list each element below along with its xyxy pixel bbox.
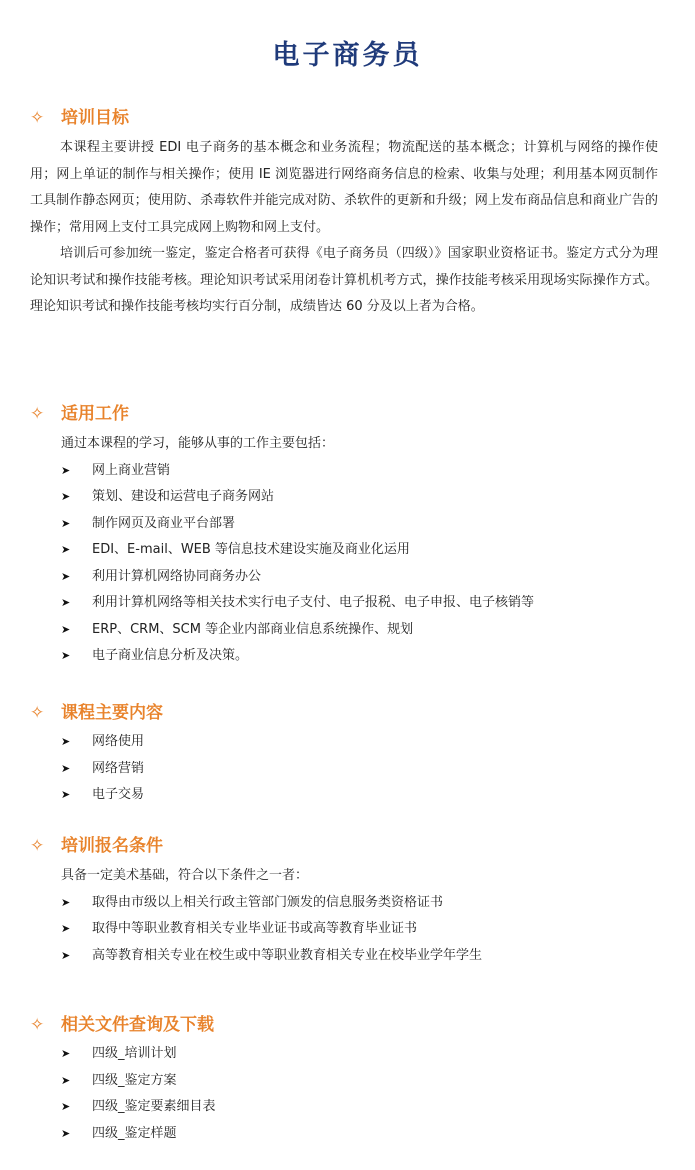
list-item: ➤ ERP、CRM、SCM 等企业内部商业信息系统操作、规划	[0, 617, 695, 644]
arrow-bullet-icon: ➤	[61, 948, 71, 962]
list-item: ➤ 网上商业营销	[0, 458, 695, 485]
download-item[interactable]	[0, 1094, 695, 1121]
arrow-bullet-icon: ➤	[61, 490, 71, 503]
arrow-bullet-icon: ➤	[61, 788, 71, 801]
arrow-bullet-icon: ➤	[61, 569, 71, 583]
arrow-bullet-icon: ➤	[61, 543, 71, 556]
arrow-bullet-icon: ➤	[61, 516, 71, 530]
list-item: ➤ 策划、建设和运营电子商务网站	[0, 484, 695, 511]
requirements-list	[0, 890, 695, 970]
section-title: 适用工作	[61, 404, 129, 424]
download-link[interactable]: 四级_鉴定样题	[92, 1125, 177, 1141]
list-item: ➤ 制作网页及商业平台部署	[0, 511, 695, 538]
list-item: ➤ 利用计算机网络协同商务办公	[0, 564, 695, 591]
download-item[interactable]	[0, 1068, 695, 1095]
section-enrollment-requirements	[0, 831, 695, 969]
section-heading	[0, 399, 695, 429]
arrow-bullet-icon: ➤	[61, 1047, 71, 1060]
downloads-list	[0, 1041, 695, 1147]
section-related-downloads	[0, 1010, 695, 1147]
download-item[interactable]	[0, 1041, 695, 1068]
arrow-bullet-icon: ➤	[61, 649, 71, 662]
arrow-bullet-icon: ➤	[61, 596, 71, 609]
section-course-content	[0, 698, 695, 809]
download-link[interactable]: 四级_鉴定方案	[92, 1072, 177, 1088]
content-list	[0, 729, 695, 809]
jobs-list	[0, 458, 695, 670]
section-applicable-jobs	[0, 399, 695, 670]
section-heading	[0, 698, 695, 728]
diamond-sparkle-icon: ✧	[30, 108, 45, 128]
list-item: ➤ 取得由市级以上相关行政主管部门颁发的信息服务类资格证书	[0, 890, 695, 917]
download-link[interactable]: 四级_鉴定要素细目表	[92, 1099, 216, 1114]
list-item: ➤ EDI、E-mail、WEB 等信息技术建设实施及商业化运用	[0, 537, 695, 564]
arrow-bullet-icon: ➤	[61, 761, 71, 775]
diamond-sparkle-icon: ✧	[30, 703, 45, 723]
diamond-sparkle-icon: ✧	[30, 836, 45, 856]
section-intro: 通过本课程的学习，能够从事的工作主要包括：	[61, 436, 335, 451]
arrow-bullet-icon: ➤	[61, 895, 71, 909]
arrow-bullet-icon: ➤	[61, 622, 71, 636]
arrow-bullet-icon: ➤	[61, 1126, 71, 1140]
section-title: 培训目标	[61, 108, 129, 128]
arrow-bullet-icon: ➤	[61, 1100, 71, 1113]
section-title: 培训报名条件	[61, 836, 163, 856]
arrow-bullet-icon: ➤	[61, 463, 71, 477]
section-heading	[0, 103, 695, 133]
page-title: 电子商务员	[272, 40, 423, 71]
list-item: ➤ 高等教育相关专业在校生或中等职业教育相关专业在校毕业学年学生	[0, 943, 695, 970]
list-item: ➤ 取得中等职业教育相关专业毕业证书或高等教育毕业证书	[0, 916, 695, 943]
download-link[interactable]: 四级_培训计划	[92, 1046, 177, 1061]
list-item: ➤ 网络使用	[0, 729, 695, 756]
section-title: 相关文件查询及下载	[61, 1015, 214, 1035]
paragraph: 本课程主要讲授 EDI 电子商务的基本概念和业务流程；物流配送的基本概念；计算机与网络的操作使用；网上单证的制作与相关操作；使用 IE 浏览器进行网络商务信息的检索、收集与处理；利用基本网页制作工具制作静态网页；使用防、杀毒软件并能完成对防、杀软件的更新和升级；网上发布商品信息和商业广告的操作；常用网上支付工具完成网上购物和网上支付。	[30, 140, 658, 235]
list-item: ➤ 利用计算机网络等相关技术实行电子支付、电子报税、电子申报、电子核销等	[0, 590, 695, 617]
section-heading	[0, 1010, 695, 1040]
list-item: ➤ 网络营销	[0, 756, 695, 783]
download-item[interactable]	[0, 1121, 695, 1148]
section-heading	[0, 831, 695, 861]
arrow-bullet-icon: ➤	[61, 735, 71, 748]
section-title: 课程主要内容	[61, 703, 163, 723]
section-training-goal	[0, 103, 695, 321]
arrow-bullet-icon: ➤	[61, 922, 71, 935]
diamond-sparkle-icon: ✧	[30, 1015, 45, 1035]
section-intro: 具备一定美术基础，符合以下条件之一者：	[61, 868, 309, 883]
list-item: ➤ 电子交易	[0, 782, 695, 809]
paragraph: 培训后可参加统一鉴定，鉴定合格者可获得《电子商务员（四级）》国家职业资格证书。鉴定方式分为理论知识考试和操作技能考核。理论知识考试采用闭卷计算机机考方式，操作技能考核采用现场实际操作方式。理论知识考试和操作技能考核均实行百分制，成绩皆达 60 分及以上者为合格。	[30, 246, 658, 314]
diamond-sparkle-icon: ✧	[30, 404, 45, 424]
list-item: ➤ 电子商业信息分析及决策。	[0, 643, 695, 670]
arrow-bullet-icon: ➤	[61, 1073, 71, 1087]
